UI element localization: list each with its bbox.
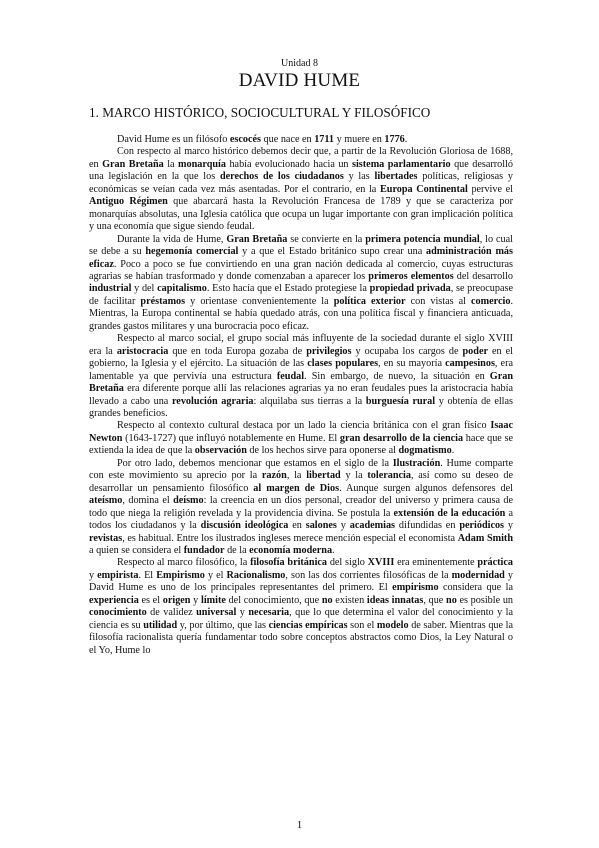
bold-term: academias xyxy=(349,520,396,532)
text-run: de validez xyxy=(146,607,197,619)
bold-term: hegemonía comercial xyxy=(145,246,239,258)
bold-term: Ilustración xyxy=(392,457,441,469)
text-run: . xyxy=(332,544,335,556)
text-run: Durante la vida de Hume, xyxy=(117,233,227,245)
text-run: , es habitual. Entre los ilustrados ingleses merece mención especial el economista xyxy=(122,532,458,544)
text-run: . Esto hacía que el Estado protegiese la xyxy=(206,283,370,295)
text-run: que en toda Europa gozaba de xyxy=(168,345,307,357)
text-run: en el gobierno, la Iglesia y el ejército. La situación de las xyxy=(89,345,513,370)
paragraph xyxy=(89,420,513,457)
bold-term: dogmatismo xyxy=(398,445,452,457)
bold-term: Gran Bretaña xyxy=(89,370,514,395)
bold-term: Europa Continental xyxy=(379,183,468,195)
bold-term: extensión de la educación xyxy=(393,507,506,519)
text-run: y, por último, que las xyxy=(177,619,269,631)
text-run: que desarrolló una legislación en la que los xyxy=(89,158,513,183)
text-run: Por otro lado, debemos mencionar que estamos en el siglo de la xyxy=(117,457,393,469)
text-run: . xyxy=(404,134,408,145)
unit-label: Unidad 8 xyxy=(281,58,318,69)
paragraph xyxy=(89,234,513,334)
text-run: , se preocupase de facilitar xyxy=(89,283,513,307)
text-run: y xyxy=(236,607,249,619)
text-run: del conocimiento, que xyxy=(225,594,322,606)
bold-term: no xyxy=(321,594,333,606)
bold-term: libertades xyxy=(374,171,418,183)
bold-term: modelo xyxy=(376,619,409,631)
text-run: , en su mayoría xyxy=(378,358,446,370)
bold-term: ideas innatas xyxy=(366,594,424,606)
bold-term: derechos de los ciudadanos xyxy=(219,171,344,183)
bold-term: universal xyxy=(196,607,237,619)
text-run: la xyxy=(163,158,179,170)
bold-term: utilidad xyxy=(143,619,178,631)
text-run: de la xyxy=(224,544,250,556)
bold-term: poder xyxy=(462,345,488,357)
text-run: con vistas al xyxy=(405,295,472,307)
text-run: Respecto al marco social, el grupo social más influyente de la sociedad durante el siglo XVIII era la xyxy=(89,333,513,357)
bold-term: revolución agraria xyxy=(171,395,254,407)
bold-term: primeros elementos xyxy=(368,270,454,282)
text-run: y las xyxy=(343,171,375,183)
bold-term: Gran Bretaña xyxy=(102,158,164,170)
bold-term: capitalismo xyxy=(157,283,207,295)
text-run: a todos los ciudadanos y la xyxy=(89,507,513,532)
bold-term: política exterior xyxy=(333,295,406,307)
text-run: , así como su deseo de desarrollar un pensamiento filosófico xyxy=(89,470,513,494)
text-run: y xyxy=(89,569,98,581)
bold-term: filosofía británica xyxy=(250,557,328,569)
text-run: : la creencia en un dios personal, creador del universo y primera causa de todo que niega la religión revelada y la providencia divina. Se postula la xyxy=(89,495,513,519)
bold-term: discusión ideológica xyxy=(200,520,289,532)
text-run: era eminentemente xyxy=(394,557,478,569)
bold-term: administración más eficaz xyxy=(89,246,513,270)
bold-term: comercio xyxy=(471,295,511,307)
text-run: . Poco a poco se fue convirtiendo en una gran nación dedicada al comercio, cuyas estructuras agrarias se habían trasformado y donde comenzaban a aparecer los xyxy=(89,258,513,282)
paragraph xyxy=(89,557,513,657)
bold-term: ateísmo xyxy=(89,495,123,507)
text-run: del desarrollo xyxy=(453,270,514,282)
bold-term: conocimiento xyxy=(89,607,147,619)
bold-term: primera potencia mundial xyxy=(365,233,480,245)
text-run: y xyxy=(336,520,350,532)
bold-term: empirismo xyxy=(392,582,439,594)
paragraph xyxy=(89,146,513,233)
text-run: (1643-1727) que influyó notablemente en Hume. El xyxy=(122,432,340,444)
text-run: y del xyxy=(131,283,158,295)
bold-term: no xyxy=(446,594,457,606)
text-run: Con respecto al marco histórico debemos decir que, a partir de la Revolución Gloriosa de 1688, en xyxy=(89,146,513,170)
bold-term: fundador xyxy=(183,544,225,556)
bold-term: tolerancia xyxy=(367,470,411,482)
bold-term: Empirismo xyxy=(156,569,205,581)
bold-term: propiedad privada xyxy=(369,283,451,295)
bold-term: clases populares xyxy=(307,358,379,370)
text-run: y xyxy=(190,594,201,606)
bold-term: préstamos xyxy=(140,295,186,307)
paragraph xyxy=(89,458,513,558)
text-run: y orientase convenientemente la xyxy=(185,295,334,307)
bold-term: observación xyxy=(194,445,247,457)
bold-term: límite xyxy=(200,594,226,606)
bold-term: 1776 xyxy=(384,134,405,145)
text-run: existen xyxy=(332,594,367,606)
text-run: son el xyxy=(347,619,377,631)
text-run: y la xyxy=(340,470,368,482)
text-run: del siglo xyxy=(327,557,368,569)
text-run: y ocupaba los cargos de xyxy=(351,345,463,357)
paragraph xyxy=(89,134,513,146)
text-run: . xyxy=(451,445,455,457)
bold-term: monarquía xyxy=(178,158,226,170)
bold-term: salones xyxy=(305,520,337,532)
text-run: era diferente porque allí las relaciones agrarias ya no eran feudales pues la aristocracia había llevado a cabo una xyxy=(89,383,513,407)
page-title: DAVID HUME xyxy=(238,70,361,91)
bold-term: Isaac Newton xyxy=(89,420,513,444)
text-run: a quien se considera el xyxy=(89,544,184,556)
bold-term: burguesía rural xyxy=(365,395,436,407)
text-run: es el xyxy=(138,594,163,606)
text-run: de saber. Mientras que la filosofía racionalista quería fundamentar todo sobre conceptos abstractos como Dios, la Ley Natural o el Yo, Hume lo xyxy=(89,619,514,656)
bold-term: economía moderna xyxy=(249,544,333,556)
text-run: hace que se extienda la idea de que la xyxy=(89,432,513,457)
bold-term: Gran Bretaña xyxy=(226,233,288,245)
bold-term: campesinos xyxy=(445,358,495,370)
bold-term: práctica xyxy=(477,557,513,569)
text-run: , son las dos corrientes filosóficas de la xyxy=(285,569,452,581)
bold-term: ciencias empíricas xyxy=(268,619,348,631)
bold-term: Antiguo Régimen xyxy=(89,196,168,208)
bold-term: libertad xyxy=(306,470,341,482)
text-run: , que xyxy=(423,594,447,606)
text-run: y a que el Estado británico supo crear una xyxy=(238,246,427,258)
text-run: que abarcará hasta la Revolución Francesa de 1789 y que se caracteriza por monarquías absolutas, una Iglesia católica que ocupa un lugar importante con gran implicación política y una economía que sigue siendo feudal. xyxy=(89,196,513,233)
bold-term: revistas xyxy=(89,532,123,544)
text-run: . Sin embargo, de nuevo, la situación en xyxy=(304,370,490,382)
bold-term: necesaria xyxy=(248,607,290,619)
text-run: Respecto al contexto cultural destaca por un lado la ciencia británica con el gran físico xyxy=(117,420,491,432)
text-run: pervive el xyxy=(467,183,513,195)
text-run: y obtenía de ellas grandes beneficios. xyxy=(89,395,513,419)
page-number: 1 xyxy=(296,819,303,831)
bold-term: al margen de Dios xyxy=(253,482,340,494)
text-run: , la xyxy=(286,470,307,482)
bold-term: empirista xyxy=(97,569,139,581)
bold-term: Racionalismo xyxy=(226,569,286,581)
bold-term: origen xyxy=(162,594,191,606)
bold-term: privilegios xyxy=(306,345,352,357)
bold-term: 1711 xyxy=(314,134,335,145)
bold-term: experiencia xyxy=(89,594,139,606)
text-run: es posible un xyxy=(456,594,514,606)
bold-term: aristocracia xyxy=(116,345,169,357)
text-run: . Hume comparte con este movimiento su aprecio por la xyxy=(89,457,514,482)
text-run: y muere en xyxy=(334,134,385,145)
text-run: , que lo que determina el valor del conocimiento y la ciencia es su xyxy=(89,607,514,631)
text-run: . Mientras, la Europa continental se había quedado atrás, con una política fiscal y financiera anticuada, grandes gastos militares y una burocracia poco eficaz. xyxy=(89,295,513,332)
text-run: . Aunque surgen algunos defensores del xyxy=(339,482,513,494)
bold-term: sistema parlamentario xyxy=(352,158,451,170)
text-run: . El xyxy=(138,569,157,581)
text-run: había evolucionado hacia un xyxy=(225,158,353,170)
bold-term: modernidad xyxy=(451,569,505,581)
bold-term: XVIII xyxy=(367,557,395,569)
text-run: que nace en xyxy=(261,134,315,145)
section-heading: 1. MARCO HISTÓRICO, SOCIOCULTURAL Y FILOSÓFICO xyxy=(89,105,431,120)
text-run: : alquilaba sus tierras a la xyxy=(253,395,366,407)
bold-term: periódicos xyxy=(459,520,505,532)
bold-term: escocés xyxy=(229,134,262,145)
text-run: Respecto al marco filosófico, la xyxy=(117,557,251,569)
text-run: políticas, religiosas y económicas se veían cada vez más asentadas. Por el contrario, en la xyxy=(89,171,513,195)
text-run: David Hume es un filósofo xyxy=(117,134,230,145)
bold-term: deísmo xyxy=(173,495,204,507)
bold-term: gran desarrollo de la ciencia xyxy=(339,432,464,444)
text-run: y David Hume es uno de los principales representantes del primero. El xyxy=(89,569,513,594)
paragraph xyxy=(89,333,513,420)
text-run: , lo cual se debe a su xyxy=(89,233,513,258)
text-run: en xyxy=(288,520,306,532)
text-run: difundidas en xyxy=(395,520,460,532)
text-run: y el xyxy=(204,569,227,581)
text-run: considera que la xyxy=(438,582,513,594)
text-run: , domina el xyxy=(122,495,174,507)
text-run: de los hechos sirve para oponerse al xyxy=(246,445,399,457)
text-run: y xyxy=(504,520,514,532)
bold-term: feudal xyxy=(276,370,305,382)
text-run: , era lamentable ya que pervivía una estructura xyxy=(89,358,513,382)
body-text xyxy=(89,134,513,657)
bold-term: industrial xyxy=(89,283,132,295)
bold-term: razón xyxy=(261,470,287,482)
bold-term: Adam Smith xyxy=(457,532,513,544)
text-run: se convierte en la xyxy=(287,233,366,245)
